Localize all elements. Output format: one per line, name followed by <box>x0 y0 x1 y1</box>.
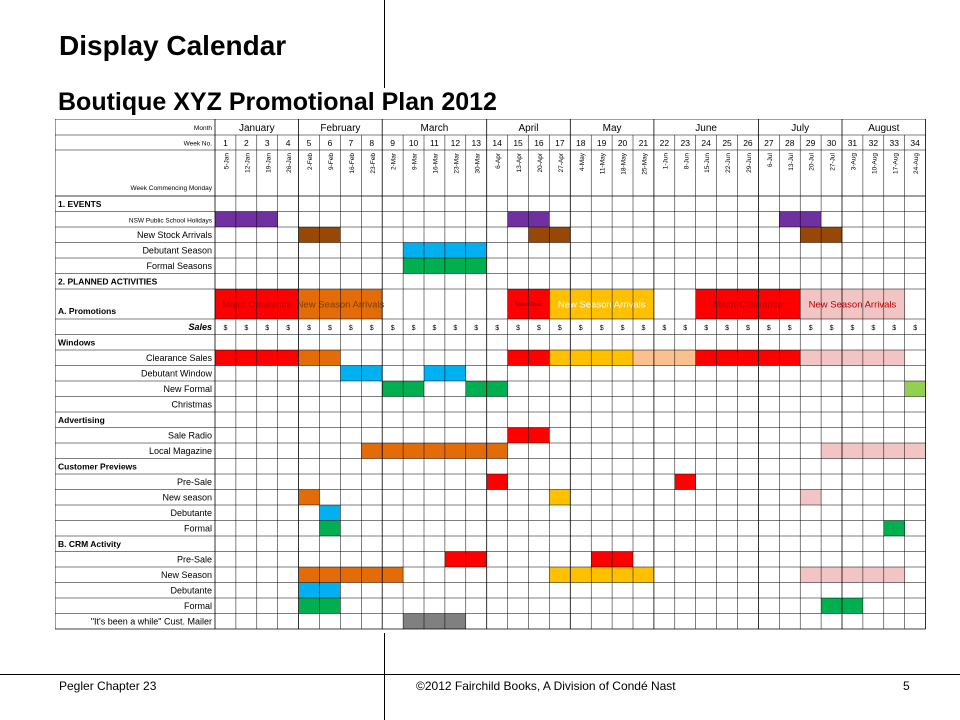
week-date: 18-May <box>620 153 628 175</box>
bar-orange <box>361 443 507 459</box>
week-number: 4 <box>285 138 291 148</box>
sales-marker: $ <box>557 324 562 332</box>
bar-red <box>487 474 508 490</box>
bar-green <box>320 521 341 537</box>
bar-label: Major Clearance <box>713 299 783 311</box>
sales-marker: $ <box>683 324 688 332</box>
bar-purple <box>215 212 278 228</box>
row-label: Windows <box>58 337 96 348</box>
row-label: B. CRM Activity <box>58 538 121 549</box>
footer-copyright: ©2012 Fairchild Books, A Division of Condé Nast <box>416 679 676 693</box>
bar-label: New Season Arrivals <box>557 299 646 311</box>
sales-marker: $ <box>495 324 500 332</box>
week-number: 29 <box>805 138 816 148</box>
week-date: 9-Mar <box>411 153 419 170</box>
sales-marker: $ <box>892 324 897 332</box>
bar-pink <box>800 567 905 583</box>
week-date: 9-Feb <box>327 153 335 170</box>
sales-marker: $ <box>474 324 479 332</box>
row-label: Debutante <box>170 507 212 518</box>
week-date: 16-Feb <box>348 153 356 174</box>
week-date: 22-Jun <box>725 153 733 173</box>
week-number: 17 <box>555 138 565 148</box>
row-label: Christmas <box>171 399 212 410</box>
week-date: 30-Mar <box>474 153 482 174</box>
row-label: "It's been a while" Cust. Mailer <box>90 616 212 627</box>
week-commencing-label: Week Commencing Monday <box>130 185 212 192</box>
week-number: 13 <box>471 138 481 148</box>
week-number: 28 <box>785 138 795 148</box>
week-date: 23-Feb <box>369 153 377 174</box>
week-number: 10 <box>408 138 419 148</box>
week-number: 24 <box>701 138 711 148</box>
sales-marker: $ <box>787 324 792 332</box>
bar-orange <box>299 567 404 583</box>
sales-marker: $ <box>432 324 437 332</box>
footer-left: Pegler Chapter 23 <box>59 679 157 693</box>
bar-blue <box>320 505 341 521</box>
week-number: 9 <box>390 138 396 148</box>
bar-label: New Season Arrivals <box>808 299 897 311</box>
row-label: Customer Previews <box>58 461 137 472</box>
week-date: 23-Mar <box>453 153 461 174</box>
sales-marker: $ <box>829 324 834 332</box>
week-date: 10-Aug <box>871 153 879 174</box>
week-date: 11-May <box>599 153 607 175</box>
sales-marker: $ <box>265 324 270 332</box>
week-number: 27 <box>764 138 774 148</box>
week-number: 33 <box>889 138 899 148</box>
month-label: August <box>868 123 900 134</box>
week-date: 3-Aug <box>850 153 858 171</box>
month-label: March <box>420 123 449 134</box>
week-number: 31 <box>847 138 858 148</box>
sales-marker: $ <box>223 324 228 332</box>
bar-yellow <box>549 490 570 506</box>
week-number: 25 <box>722 138 732 148</box>
week-number: 32 <box>868 138 879 148</box>
week-number: 8 <box>369 138 375 148</box>
page-number: 5 <box>903 679 910 693</box>
week-number-row-label: Week No. <box>183 140 212 148</box>
sales-marker: $ <box>578 324 583 332</box>
sales-marker: $ <box>369 324 374 332</box>
bar-pink <box>800 350 905 366</box>
month-label: February <box>320 123 361 134</box>
row-label: NSW Public School Holidays <box>128 217 212 225</box>
week-date: 27-Apr <box>557 152 565 173</box>
sales-marker: $ <box>808 324 813 332</box>
week-date: 29-Jun <box>745 153 753 173</box>
row-label: Formal <box>183 523 212 534</box>
row-label: New Season <box>160 569 212 580</box>
month-label: July <box>791 123 810 134</box>
row-label: New season <box>162 492 212 503</box>
row-label: A. Promotions <box>58 306 117 316</box>
week-number: 7 <box>348 138 354 148</box>
week-number: 21 <box>638 138 649 148</box>
bar-orange <box>299 490 320 506</box>
week-number: 1 <box>223 138 228 148</box>
week-date: 2-Feb <box>307 153 315 170</box>
week-number: 34 <box>910 138 920 148</box>
sales-marker: $ <box>244 324 249 332</box>
week-date: 1-Jun <box>662 153 670 170</box>
sales-marker: $ <box>620 324 625 332</box>
sales-marker: $ <box>348 324 353 332</box>
sales-marker: $ <box>327 324 332 332</box>
month-row-label: Month <box>193 125 212 132</box>
sales-marker: $ <box>745 324 750 332</box>
row-label: Advertising <box>58 414 105 425</box>
bar-green <box>884 521 905 537</box>
row-label: Formal Seasons <box>146 260 212 271</box>
row-label: Debutante <box>170 585 212 596</box>
sales-marker: $ <box>390 324 395 332</box>
week-number: 30 <box>826 138 837 148</box>
month-label: April <box>518 123 539 134</box>
promotional-plan-image <box>55 88 928 633</box>
row-label: Debutant Season <box>142 245 212 256</box>
week-date: 26-Jan <box>286 153 294 173</box>
row-label: 1. EVENTS <box>58 198 102 209</box>
row-label: New Stock Arrivals <box>136 229 212 240</box>
week-number: 26 <box>743 138 753 148</box>
week-number: 22 <box>659 138 670 148</box>
week-date: 6-Apr <box>495 153 503 169</box>
calendar-grid <box>55 119 928 631</box>
sales-marker: $ <box>307 324 312 332</box>
week-date: 13-Jul <box>787 153 795 171</box>
sales-marker: $ <box>766 324 771 332</box>
row-label: Pre-Sale <box>176 554 212 565</box>
bar-red <box>696 350 801 366</box>
week-number: 16 <box>534 138 544 148</box>
month-label: May <box>602 123 622 134</box>
week-number: 6 <box>327 138 333 148</box>
week-number: 11 <box>430 138 439 148</box>
week-number: 19 <box>596 138 607 148</box>
week-date: 2-Mar <box>390 153 398 170</box>
row-label: Clearance Sales <box>145 352 212 363</box>
row-label: New Formal <box>163 383 212 394</box>
sales-marker: $ <box>411 324 416 332</box>
plan-title: Boutique XYZ Promotional Plan 2012 <box>58 88 497 116</box>
week-date: 17-Aug <box>892 153 900 174</box>
sales-marker: $ <box>516 324 521 332</box>
week-date: 4-May <box>578 153 586 172</box>
row-label: Sale Radio <box>167 430 212 441</box>
sales-marker: $ <box>453 324 458 332</box>
row-label: Pre-Sale <box>176 476 212 487</box>
week-date: 19-Jan <box>265 153 273 173</box>
row-label: Sales <box>188 321 212 332</box>
week-number: 5 <box>306 138 312 148</box>
sales-marker: $ <box>704 324 709 332</box>
week-date: 27-Jul <box>829 153 837 171</box>
week-date: 6-Jul <box>766 153 774 168</box>
week-date: 5-Jan <box>223 153 231 170</box>
week-date: 20-Apr <box>536 153 544 173</box>
sales-marker: $ <box>286 324 291 332</box>
week-number: 12 <box>450 138 461 148</box>
week-date: 20-Jul <box>808 153 816 171</box>
row-label: Debutant Window <box>140 368 212 379</box>
bar-peach <box>633 350 696 366</box>
week-number: 3 <box>264 138 270 148</box>
week-date: 16-Mar <box>432 153 440 174</box>
week-date: 24-Aug <box>913 153 921 174</box>
week-date: 12-Jan <box>244 153 252 173</box>
week-number: 2 <box>243 138 249 148</box>
row-label: 2. PLANNED ACTIVITIES <box>58 276 158 287</box>
week-date: 15-Jun <box>704 153 712 173</box>
sales-marker: $ <box>662 324 667 332</box>
bar-yellow <box>549 567 654 583</box>
bar-red <box>675 474 696 490</box>
bar-pink <box>800 490 821 506</box>
month-label: January <box>239 123 275 134</box>
row-label: Formal <box>183 600 212 611</box>
bar-label: Minor Clear <box>515 302 542 308</box>
week-number: 14 <box>492 138 502 148</box>
week-date: 25-May <box>641 153 649 175</box>
bar-label: Major Clearance <box>221 299 292 311</box>
week-number: 15 <box>513 138 523 148</box>
sales-marker: $ <box>536 324 541 332</box>
sales-marker: $ <box>599 324 604 332</box>
sales-marker: $ <box>913 324 918 332</box>
slide-title: Display Calendar <box>59 30 287 61</box>
week-date: 13-Apr <box>516 153 524 173</box>
bar-lightgreen <box>905 381 926 397</box>
week-number: 18 <box>576 138 586 148</box>
week-number: 20 <box>617 138 628 148</box>
week-number: 23 <box>680 138 690 148</box>
sales-marker: $ <box>850 324 855 332</box>
sales-marker: $ <box>641 324 646 332</box>
week-date: 8-Jun <box>683 153 691 170</box>
row-label: Local Magazine <box>148 445 212 456</box>
sales-marker: $ <box>725 324 730 332</box>
bar-pink <box>821 443 926 459</box>
guide-line-horizontal <box>0 674 960 675</box>
month-label: June <box>695 123 717 134</box>
sales-marker: $ <box>871 324 876 332</box>
bar-label: New Season Arrivals <box>296 299 385 311</box>
bar-gray <box>403 614 466 630</box>
